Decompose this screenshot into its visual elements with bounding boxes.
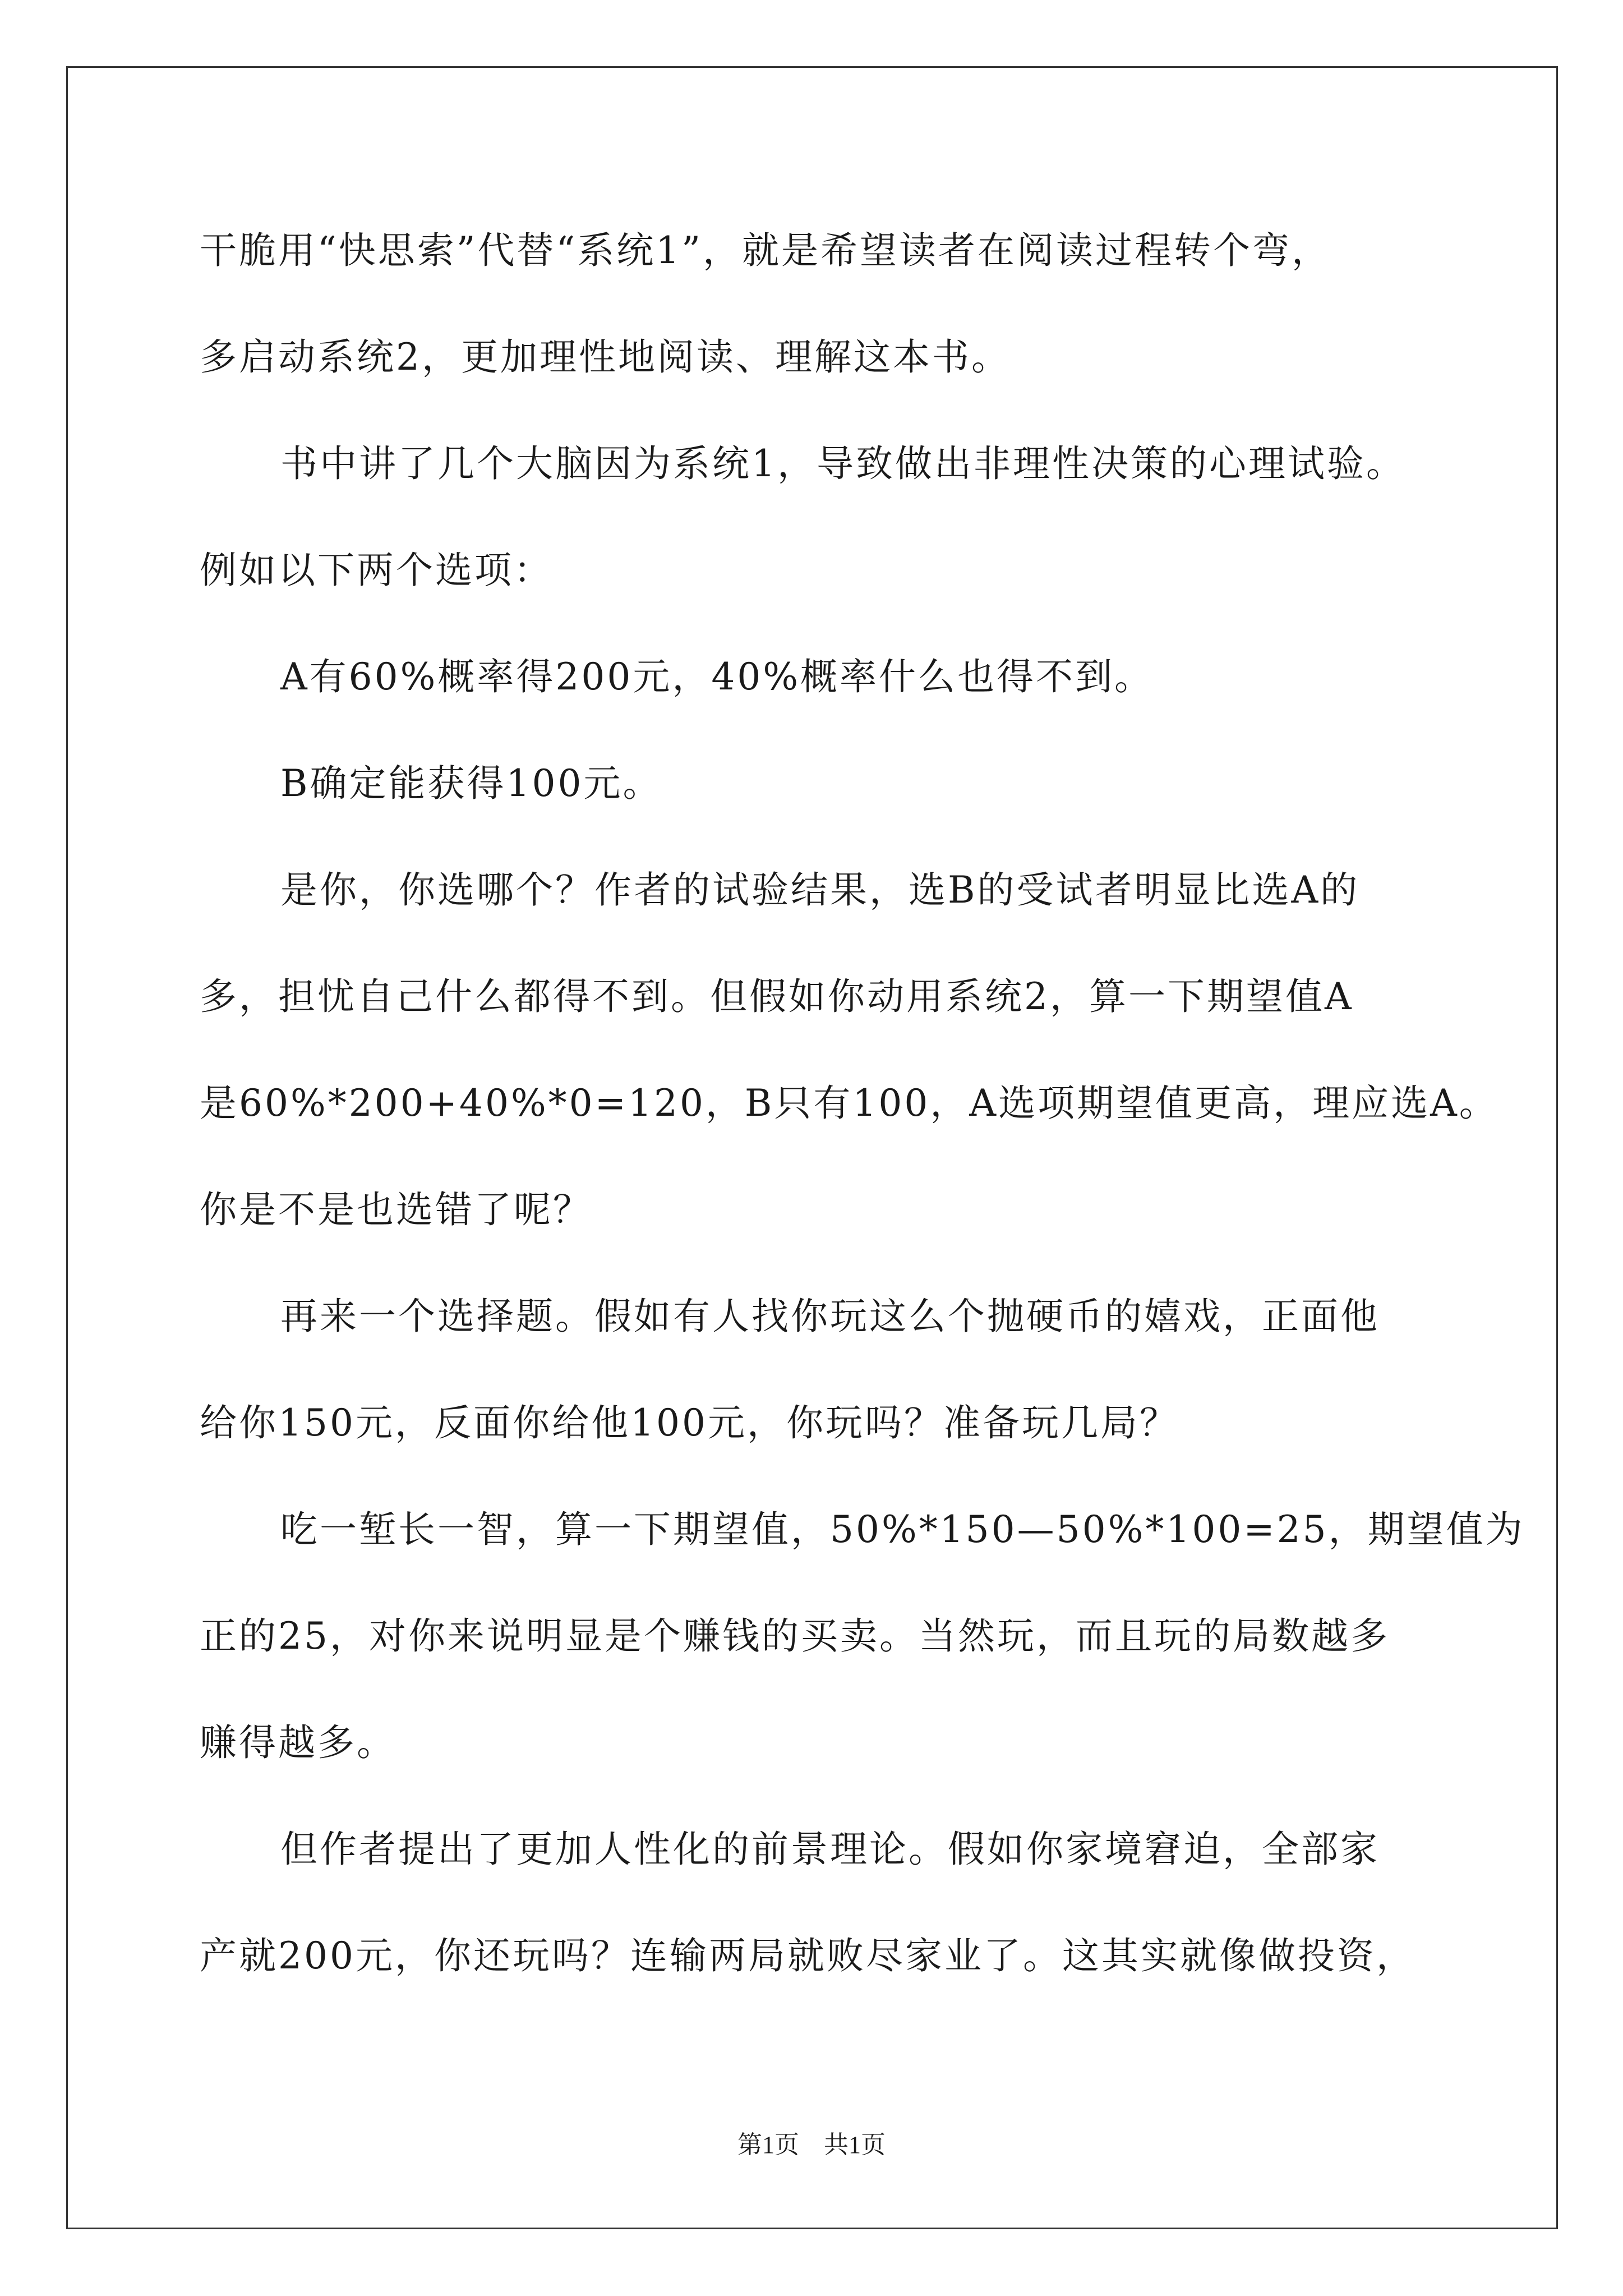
paragraph-line-8: 多，担忧自己什么都得不到。但假如你动用系统2，算一下期望值A: [200, 975, 1354, 1018]
paragraph-line-9: 是60%*200+40%*0=120，B只有100，A选项期望值更高，理应选A。: [200, 1082, 1498, 1125]
paragraph-line-16: 但作者提出了更加人性化的前景理论。假如你家境窘迫，全部家: [280, 1828, 1380, 1871]
page-frame: [66, 66, 1558, 2229]
paragraph-line-1: 干脆用“快思索”代替“系统1”，就是希望读者在阅读过程转个弯，: [200, 229, 1331, 272]
paragraph-line-12: 给你150元，反面你给他100元，你玩吗？准备玩几局？: [200, 1401, 1179, 1444]
paragraph-line-10: 你是不是也选错了呢？: [200, 1188, 592, 1231]
paragraph-line-7: 是你，你选哪个？作者的试验结果，选B的受试者明显比选A的: [280, 868, 1360, 912]
page-footer: [0, 2133, 1623, 2157]
paragraph-line-13: 吃一堑长一智，算一下期望值，50%*150—50%*100=25，期望值为: [280, 1508, 1525, 1551]
paragraph-line-2: 多启动系统2，更加理性地阅读、理解这本书。: [200, 335, 1011, 379]
total-pages: 共1页: [824, 2131, 886, 2159]
paragraph-line-6: B确定能获得100元。: [280, 762, 662, 805]
paragraph-line-17: 产就200元，你还玩吗？连输两局就败尽家业了。这其实就像做投资，: [200, 1934, 1415, 1977]
paragraph-line-3: 书中讲了几个大脑因为系统1，导致做出非理性决策的心理试验。: [280, 442, 1405, 485]
paragraph-line-14: 正的25，对你来说明显是个赚钱的买卖。当然玩，而且玩的局数越多: [200, 1614, 1390, 1658]
paragraph-line-15: 赚得越多。: [200, 1721, 396, 1764]
paragraph-line-4: 例如以下两个选项：: [200, 549, 553, 592]
page-number: 第1页: [737, 2131, 799, 2159]
paragraph-line-11: 再来一个选择题。假如有人找你玩这么个抛硬币的嬉戏，正面他: [280, 1295, 1380, 1338]
paragraph-line-5: A有60%概率得200元，40%概率什么也得不到。: [280, 655, 1154, 698]
